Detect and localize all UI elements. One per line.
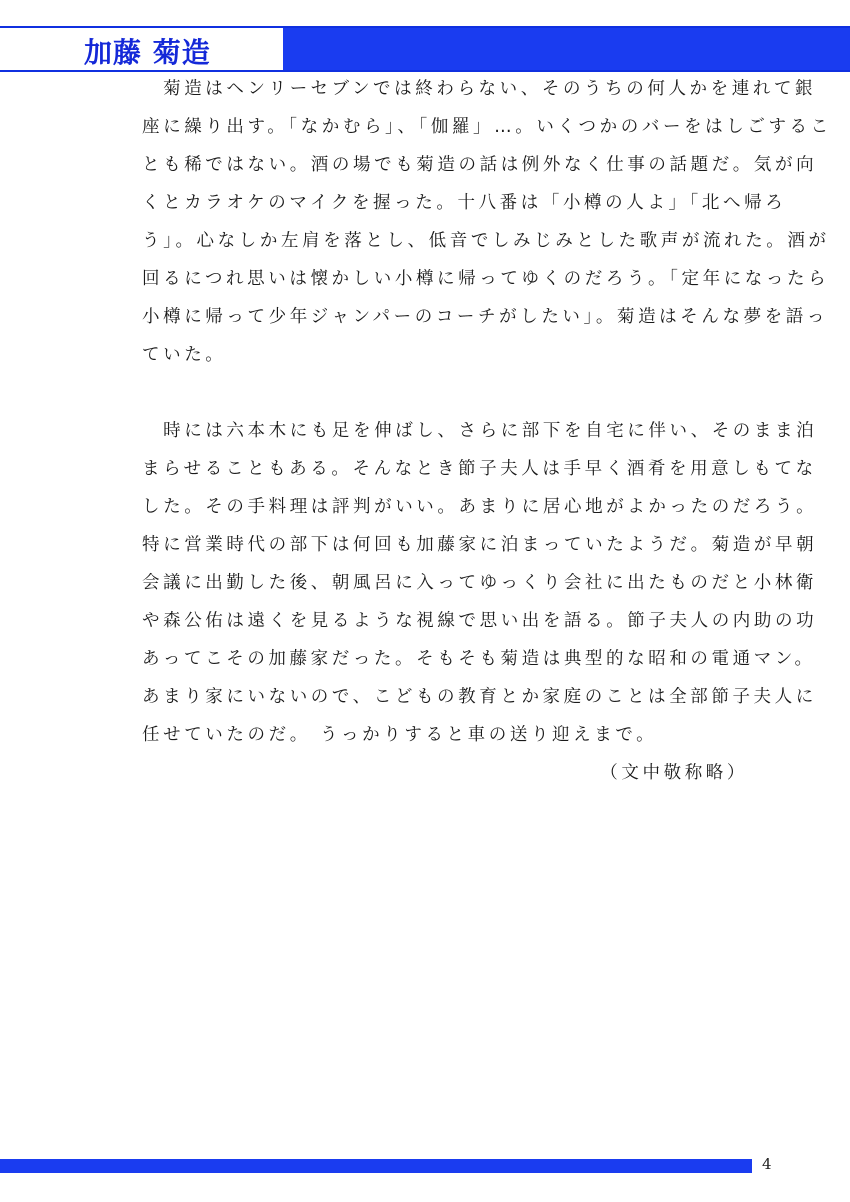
text-line: 会議に出勤した後、朝風呂に入ってゆっくり会社に出たものだと小林衛	[142, 573, 818, 593]
text-line: あまり家にいないので、こどもの教育とか家庭のことは全部節子夫人に	[142, 687, 817, 707]
page-title: 加藤 菊造	[84, 36, 211, 69]
text-line: 菊造はヘンリーセブンでは終わらない、そのうちの何人かを連れて銀	[142, 79, 817, 99]
text-line: とも稀ではない。酒の場でも菊造の話は例外なく仕事の話題だ。気が向	[142, 155, 818, 175]
text-line: 特に営業時代の部下は何回も加藤家に泊まっていたようだ。菊造が早朝	[142, 535, 818, 555]
text-line: や森公佑は遠くを見るような視線で思い出を語る。節子夫人の内助の功	[142, 611, 818, 631]
page-header	[0, 26, 850, 72]
text-line: あってこその加藤家だった。そもそも菊造は典型的な昭和の電通マン。	[142, 649, 816, 669]
text-line: 時には六本木にも足を伸ばし、さらに部下を自宅に伴い、そのまま泊	[142, 421, 818, 441]
text-line: 回るにつれ思いは懐かしい小樽に帰ってゆくのだろう。「定年になったら	[142, 269, 830, 289]
text-line: した。その手料理は評判がいい。あまりに居心地がよかったのだろう。	[142, 497, 818, 517]
text-line: 小樽に帰って少年ジャンパーのコーチがしたい」。菊造はそんな夢を語っ	[142, 307, 828, 327]
footer-blue-bar	[0, 1159, 752, 1173]
text-line: 任せていたのだ。 うっかりすると車の送り迎えまで。	[142, 725, 658, 745]
text-line: 座に繰り出す。「なかむら」、「伽羅」…。いくつかのバーをはしごするこ	[142, 117, 832, 137]
text-line: くとカラオケのマイクを握った。十八番は「小樽の人よ」「北へ帰ろ	[142, 193, 787, 213]
paragraph-gap	[142, 374, 752, 412]
text-line: う」。心なしか左肩を落とし、低音でしみじみとした歌声が流れた。酒が	[142, 231, 830, 251]
honorifics-note: （文中敬称略）	[600, 763, 748, 783]
header-blue-bar	[283, 28, 850, 70]
body-text	[142, 70, 832, 792]
paragraph-2	[142, 412, 818, 754]
text-line: まらせることもある。そんなとき節子夫人は手早く酒肴を用意しもてな	[142, 459, 817, 479]
page-number: 4	[762, 1155, 772, 1173]
text-line: ていた。	[142, 345, 227, 365]
paragraph-1	[142, 70, 832, 374]
